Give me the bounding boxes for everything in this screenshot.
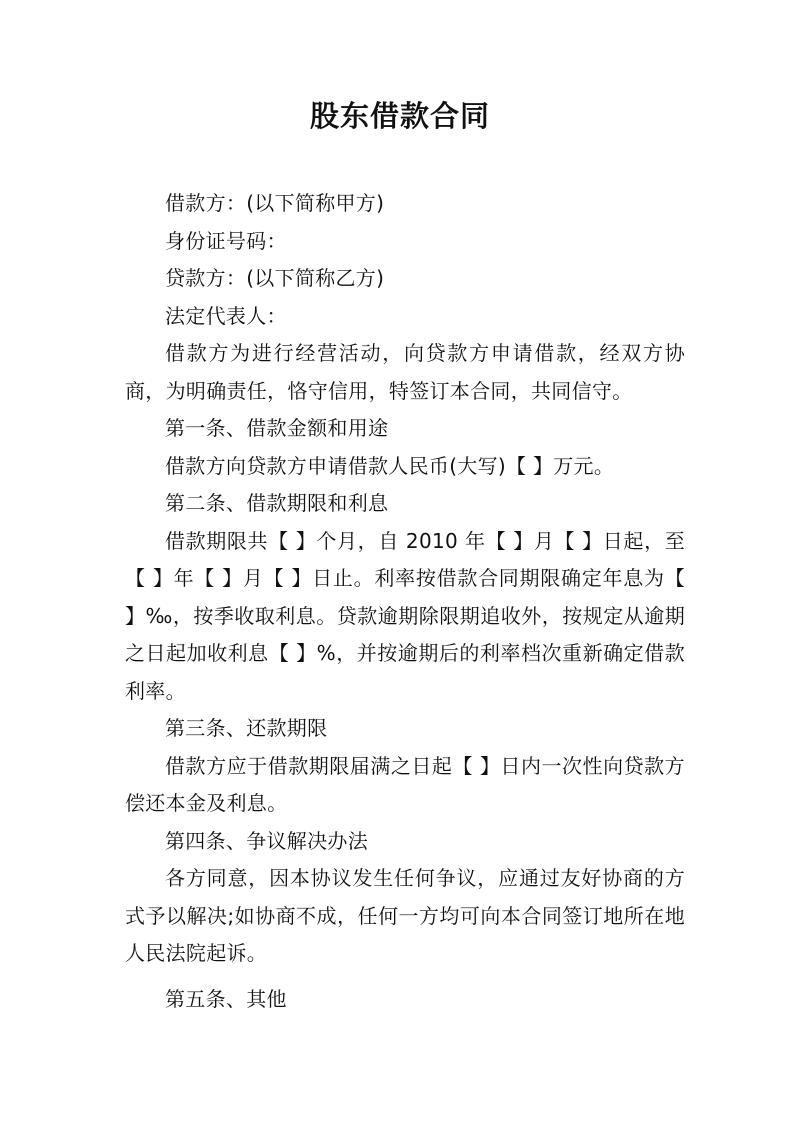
article-2-heading: 第二条、借款期限和利息 <box>165 491 389 515</box>
article-5-heading: 第五条、其他 <box>165 986 287 1011</box>
document-title: 股东借款合同 <box>309 99 490 133</box>
preamble-paragraph: 借款方为进行经营活动，向贷款方申请借款，经双方协商，为明确责任，恪守信用，特签订本合同，共同信守。 <box>125 341 685 403</box>
borrower-line: 借款方：(以下简称甲方) <box>165 191 385 215</box>
lender-line: 贷款方：(以下简称乙方) <box>165 266 385 290</box>
article-3-text: 借款方应于借款期限届满之日起【 】日内一次性向贷款方偿还本金及利息。 <box>125 753 685 815</box>
legal-representative-line: 法定代表人： <box>165 303 287 328</box>
article-4-text: 各方同意，因本协议发生任何争议，应通过友好协商的方式予以解决;如协商不成，任何一方均可向本合同签订地所在地人民法院起诉。 <box>125 866 685 965</box>
article-1-text: 借款方向贷款方申请借款人民币(大写)【 】万元。 <box>165 453 615 478</box>
article-3-heading: 第三条、还款期限 <box>165 716 328 740</box>
article-1-heading: 第一条、借款金额和用途 <box>165 416 389 440</box>
id-number-line: 身份证号码： <box>165 228 287 253</box>
article-2-text: 借款期限共【 】个月，自 2010 年【 】月【 】日起，至【 】年【 】月【 】日止。利率按借款合同期限确定年息为【 】‰，按季收取利息。贷款逾期除限期追收外，按规定从逾期之日起加收利息【 】%，并按逾期后的利率档次重新确定借款利率。 <box>125 528 685 703</box>
article-4-heading: 第四条、争议解决办法 <box>165 828 368 853</box>
document-body <box>125 185 685 1018</box>
